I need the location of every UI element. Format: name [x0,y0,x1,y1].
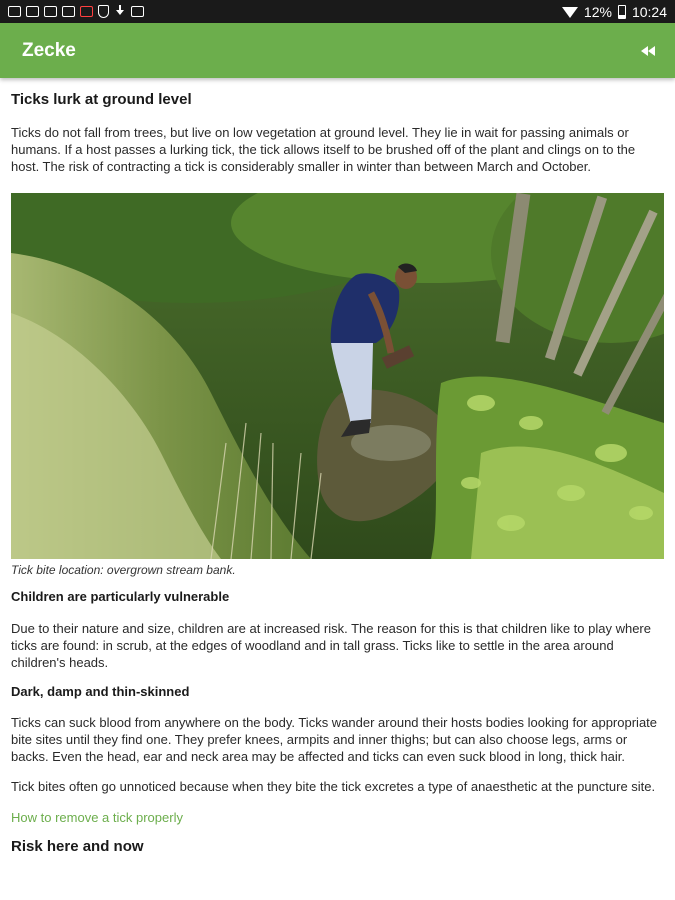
app-title: Zecke [22,39,76,61]
store-icon [131,6,144,17]
status-bar [0,0,675,23]
article-heading: Ticks lurk at ground level [11,91,192,108]
download-icon [114,5,126,18]
rewind-icon[interactable] [635,40,661,62]
app-bar [0,23,675,78]
notification-icons [8,5,144,18]
wifi-icon [562,7,578,18]
risk-heading: Risk here and now [11,838,144,855]
blocked-notification-icon [80,6,93,17]
section-text-dark-damp: Ticks can suck blood from anywhere on the body. Ticks wander around their hosts bodies looking for appropriate bite sites until they find one. They prefer knees, armpits and inner thighs; but can also choose legs, arms or backs. Even the head, ear and neck area may be affected and ticks can even suck blood in long, thick hair. [11,715,658,764]
system-status [562,4,667,20]
gallery-icon [8,6,21,17]
article-photo [11,193,664,559]
remove-tick-link[interactable]: How to remove a tick properly [11,810,183,825]
calendar-icon [62,6,75,17]
battery-percent: 12% [583,3,612,20]
rewind-icon-left-triangle [641,46,648,56]
clock: 10:24 [631,3,667,20]
section-text-unnoticed: Tick bites often go unnoticed because when they bite the tick excretes a type of anaesthetic at the puncture site. [11,779,656,794]
article-content [11,80,664,857]
photos-icon [44,6,57,17]
intro-paragraph: Ticks do not fall from trees, but live on low vegetation at ground level. They lie in wait for passing animals or humans. If a host passes a lurking tick, the tick allows itself to be brushed off of the plant and clings on to the host. The risk of contracting a tick is considerably smaller in winter than between March and October. [11,125,636,174]
rewind-icon-right-triangle [648,46,655,56]
battery-icon [618,5,626,19]
section-heading-children: Children are particularly vulnerable [11,589,230,604]
image-icon [26,6,39,17]
image-caption: Tick bite location: overgrown stream bank. [11,563,236,577]
section-text-children: Due to their nature and size, children are at increased risk. The reason for this is that children like to play where ticks are found: in scrub, at the edges of woodland and in tall grass. Ticks like to settle in the area around children's heads. [11,621,651,670]
overgrown-stream-bank-photo [11,193,664,559]
shield-icon [98,5,109,18]
section-heading-dark-damp: Dark, damp and thin-skinned [11,684,190,699]
